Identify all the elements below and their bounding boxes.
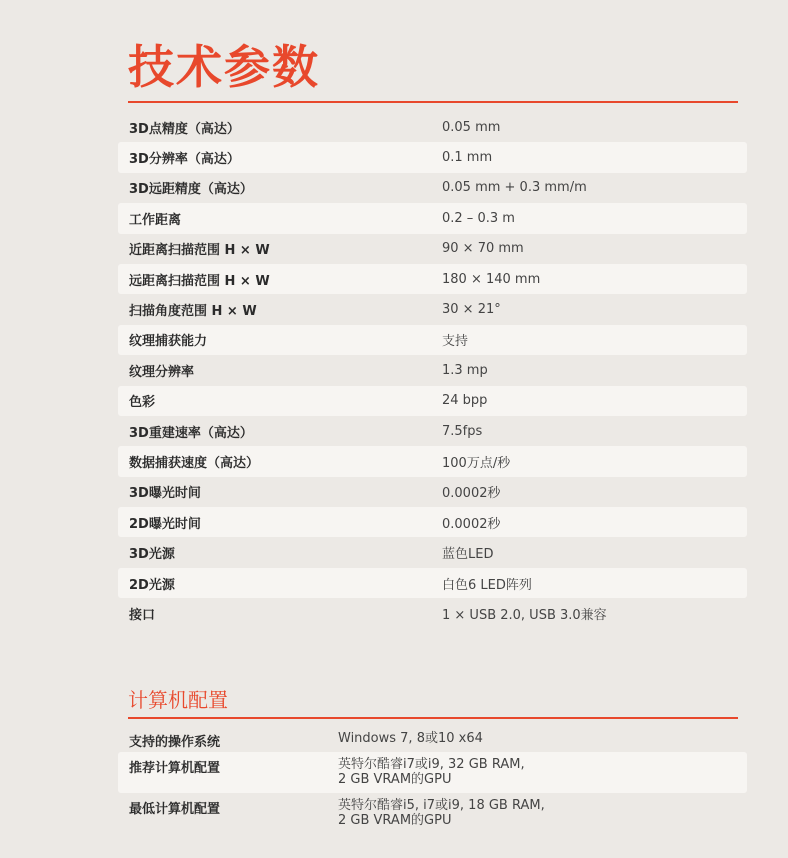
spec-value: 0.0002秒	[442, 516, 501, 532]
spec-label: 2D曝光时间	[129, 516, 201, 532]
config-value	[338, 793, 545, 834]
title-divider	[128, 101, 738, 103]
table-row	[118, 477, 747, 507]
table-row	[118, 203, 747, 233]
spec-value: 0.05 mm + 0.3 mm/m	[442, 180, 587, 196]
table-row	[118, 793, 747, 834]
config-value-line2: 2 GB VRAM的GPU	[338, 772, 452, 787]
spec-label: 接口	[129, 607, 156, 623]
table-row	[118, 264, 747, 294]
spec-label: 3D分辨率（高达）	[129, 152, 240, 168]
spec-label: 远距离扫描范围 H × W	[129, 273, 270, 289]
spec-value: 30 × 21°	[442, 302, 501, 318]
spec-value: 蓝色LED	[442, 547, 494, 563]
spec-label: 工作距离	[129, 212, 182, 228]
spec-label: 扫描角度范围 H × W	[129, 304, 257, 320]
section-divider	[128, 717, 738, 719]
spec-label: 近距离扫描范围 H × W	[129, 243, 270, 259]
page-title: 技术参数	[128, 40, 320, 94]
spec-label: 色彩	[129, 395, 156, 411]
spec-label: 3D点精度（高达）	[129, 121, 240, 137]
table-row	[118, 537, 747, 567]
table-row	[118, 173, 747, 203]
spec-value: 1.3 mp	[442, 362, 488, 378]
table-row	[118, 568, 747, 598]
config-value	[338, 752, 525, 793]
table-row	[118, 142, 747, 172]
spec-value: 180 × 140 mm	[442, 271, 541, 287]
spec-value: 7.5fps	[442, 423, 483, 439]
config-value	[338, 726, 483, 752]
table-row	[118, 752, 747, 793]
config-label: 最低计算机配置	[129, 802, 221, 817]
spec-value: 100万点/秒	[442, 455, 511, 471]
config-value-line1: 英特尔酷睿i5, i7或i9, 18 GB RAM,	[338, 798, 545, 813]
table-row	[118, 386, 747, 416]
config-value-line1: Windows 7, 8或10 x64	[338, 731, 483, 746]
spec-label: 3D远距精度（高达）	[129, 182, 253, 198]
spec-label: 3D曝光时间	[129, 486, 201, 502]
spec-label: 纹理分辨率	[129, 364, 195, 380]
table-row	[118, 446, 747, 476]
config-value-line2: 2 GB VRAM的GPU	[338, 813, 452, 828]
spec-value: 支持	[442, 334, 469, 350]
config-value-line1: 英特尔酷睿i7或i9, 32 GB RAM,	[338, 757, 525, 772]
spec-value: 0.2 – 0.3 m	[442, 210, 515, 226]
section-title: 计算机配置	[128, 688, 228, 712]
table-row	[118, 507, 747, 537]
spec-label: 2D光源	[129, 577, 175, 593]
spec-value: 24 bpp	[442, 393, 488, 409]
specs-table	[118, 112, 747, 629]
spec-label: 数据捕获速度（高达）	[129, 455, 260, 471]
table-row	[118, 234, 747, 264]
spec-label: 纹理捕获能力	[129, 334, 208, 350]
table-row	[118, 598, 747, 628]
spec-value: 90 × 70 mm	[442, 241, 524, 257]
table-row	[118, 112, 747, 142]
table-row	[118, 325, 747, 355]
table-row	[118, 294, 747, 324]
spec-label: 3D光源	[129, 547, 175, 563]
spec-value: 0.1 mm	[442, 150, 493, 166]
spec-label: 3D重建速率（高达）	[129, 425, 253, 441]
spec-value: 1 × USB 2.0, USB 3.0兼容	[442, 607, 607, 623]
spec-value: 0.05 mm	[442, 119, 501, 135]
spec-value: 0.0002秒	[442, 486, 501, 502]
table-row	[118, 355, 747, 385]
computer-table	[118, 726, 747, 834]
spec-value: 白色6 LED阵列	[442, 577, 532, 593]
config-label: 推荐计算机配置	[129, 761, 221, 776]
table-row	[118, 416, 747, 446]
config-label: 支持的操作系统	[129, 735, 221, 750]
table-row	[118, 726, 747, 752]
